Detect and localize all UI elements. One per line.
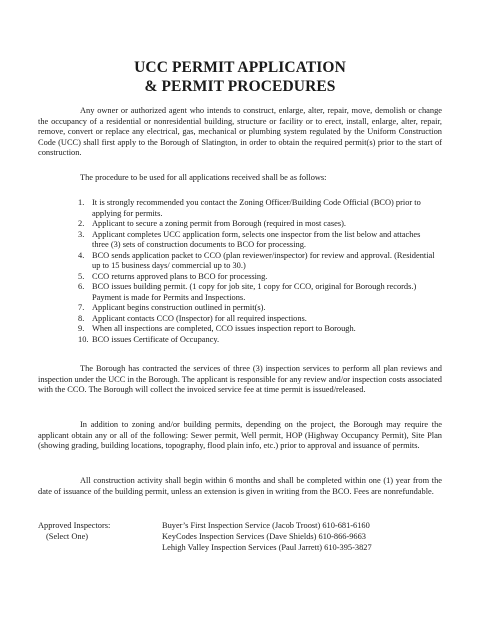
step-text: Applicant completes UCC application form, selects one inspector from the list below and attaches three (3) sets of construction documents to BCO for processing. <box>92 229 421 249</box>
document-title-line-2: & PERMIT PROCEDURES <box>144 78 336 95</box>
step-number: 2. <box>78 219 85 228</box>
procedure-step <box>78 230 438 251</box>
procedure-intro: The procedure to be used for all applications received shall be as follows: <box>80 173 327 182</box>
step-number: 6. <box>78 282 85 291</box>
step-text: BCO issues building permit. (1 copy for job site, 1 copy for CCO, original for Borough records.) Payment is made for Permits and Inspections. <box>92 282 417 302</box>
contract-paragraph: The Borough has contracted the services of three (3) inspection services to perform all plan reviews and inspection under the UCC in the Borough. The applicant is responsible for any review and/or inspection costs associated with the CCO. The Borough will collect the invoiced service fee at time permit is issued/released. <box>38 364 442 395</box>
procedure-steps-list <box>78 198 438 345</box>
procedure-step <box>78 251 438 272</box>
step-text: When all inspections are completed, CCO issues inspection report to Borough. <box>92 324 356 333</box>
procedure-step <box>78 219 438 230</box>
inspector-entry: Lehigh Valley Inspection Services (Paul Jarrett) 610-395-3827 <box>162 543 372 553</box>
procedure-step <box>78 198 438 219</box>
intro-paragraph: Any owner or authorized agent who intends to construct, enlarge, alter, repair, move, demolish or change the occupancy of a residential or nonresidential building, structure or facility or to erect, install, enlarge, alter, repair, remove, convert or replace any electrical, gas, mechanical or plumbing system regulated by the Uniform Construction Code (UCC) shall first apply to the Borough of Slatington, in order to obtain the required permit(s) prior to the start of construction. <box>38 106 442 158</box>
step-number: 8. <box>78 313 85 323</box>
procedure-step <box>78 335 438 346</box>
step-text: Applicant begins construction outlined in permit(s). <box>92 303 266 312</box>
procedure-step <box>78 303 438 314</box>
procedure-step <box>78 314 438 325</box>
step-number: 1. <box>78 198 85 207</box>
inspectors-label: Approved Inspectors: <box>38 521 111 530</box>
step-number: 3. <box>78 229 85 239</box>
procedure-step <box>78 272 438 283</box>
step-text: It is strongly recommended you contact the Zoning Officer/Building Code Official (BCO) prior to applying for permits. <box>92 198 421 218</box>
step-text: CCO returns approved plans to BCO for processing. <box>92 271 268 281</box>
step-number: 4. <box>78 250 85 260</box>
document-title-line-1: UCC PERMIT APPLICATION <box>134 59 346 76</box>
step-number: 9. <box>78 324 85 333</box>
inspector-entry: Buyer’s First Inspection Service (Jacob Troost) 610-681-6160 <box>162 521 370 530</box>
procedure-step <box>78 282 438 303</box>
additional-permits-paragraph: In addition to zoning and/or building permits, depending on the project, the Borough may require the applicant obtain any or all of the following: Sewer permit, Well permit, HOP (Highway Occupancy Permit), Site Plan (showing grading, building locations, topography, flood plain info, etc.) prior to approval and issuance of permits. <box>38 420 442 451</box>
step-text: Applicant contacts CCO (Inspector) for all required inspections. <box>92 313 307 323</box>
procedure-step <box>78 324 438 335</box>
step-number: 5. <box>78 271 85 281</box>
step-text: Applicant to secure a zoning permit from Borough (required in most cases). <box>92 219 346 228</box>
step-number: 10. <box>78 334 89 344</box>
inspector-entry: KeyCodes Inspection Services (Dave Shields) 610-866-9663 <box>162 532 366 542</box>
inspectors-list <box>162 520 442 554</box>
step-text: BCO issues Certificate of Occupancy. <box>92 334 220 344</box>
timeline-paragraph: All construction activity shall begin within 6 months and shall be completed within one (1) year from the date of issuance of the building permit, unless an extension is given in writing from the BCO. Fees are nonrefundable. <box>38 476 442 496</box>
step-text: BCO sends application packet to CCO (plan reviewer/inspector) for review and approval. (Residential up to 15 business days/ commercial up to 30.) <box>92 250 435 270</box>
inspectors-sublabel: (Select One) <box>46 532 89 542</box>
step-number: 7. <box>78 303 85 312</box>
